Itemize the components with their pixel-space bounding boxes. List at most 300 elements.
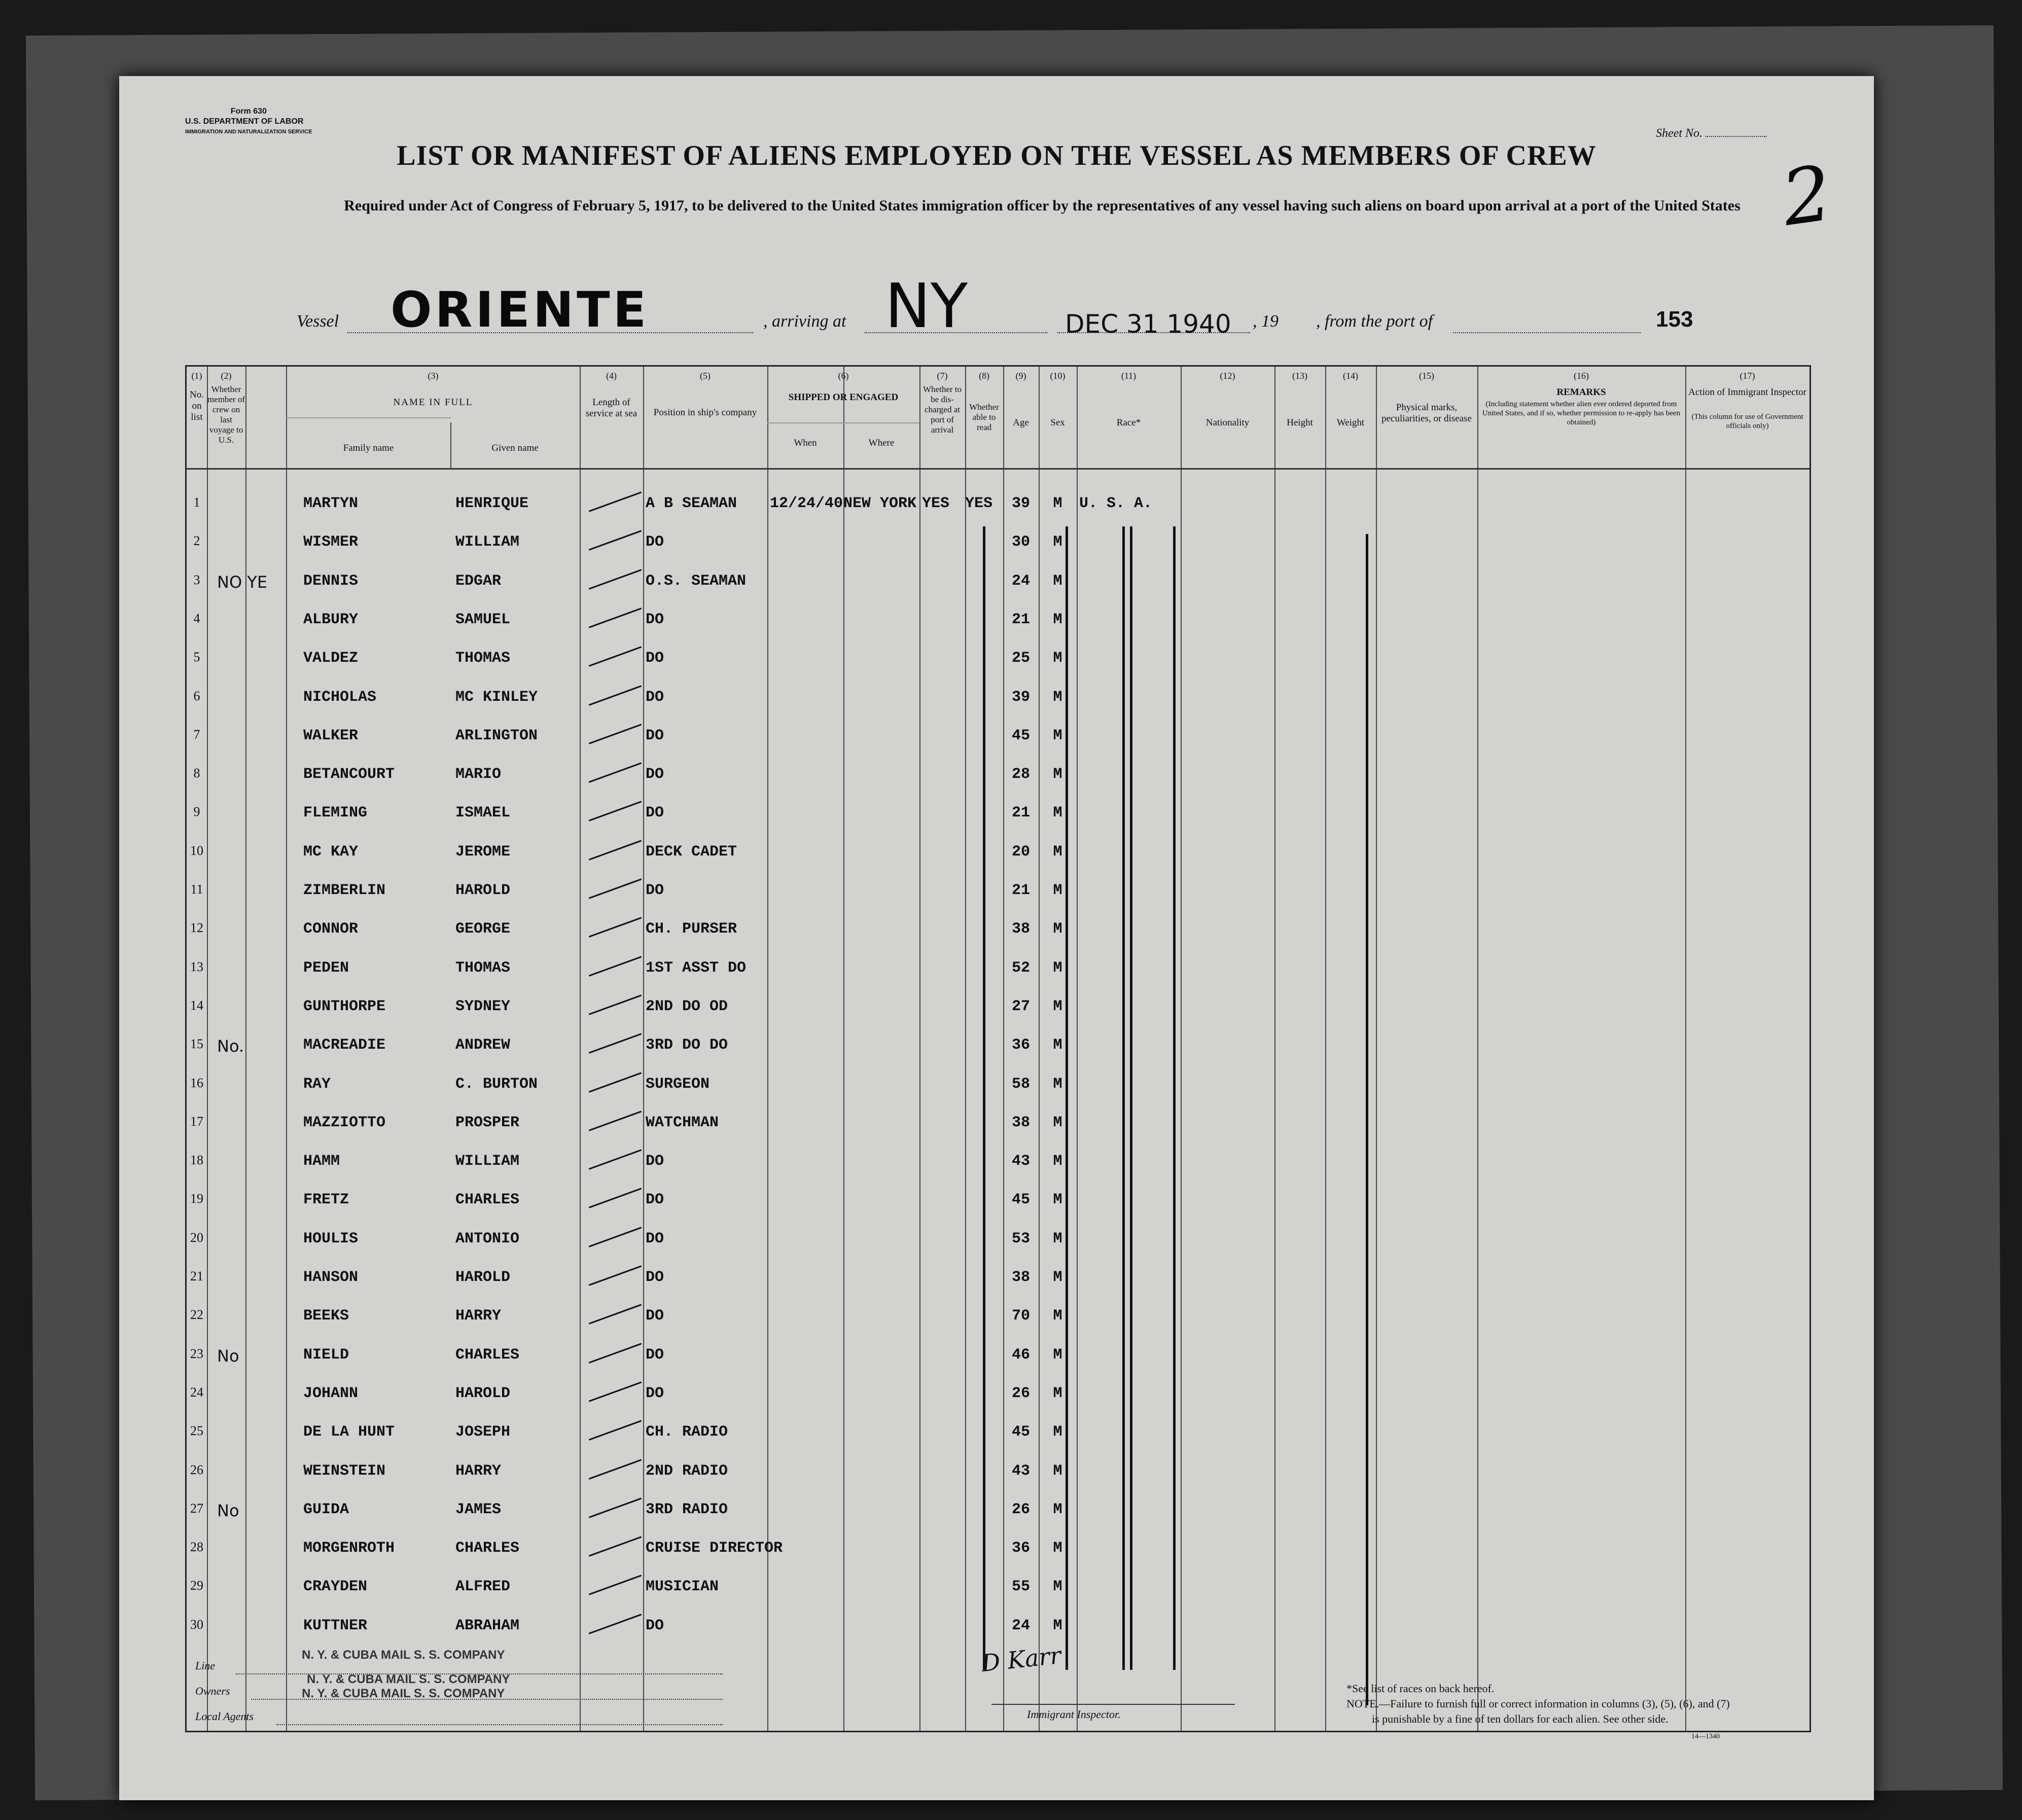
cell-position: CRUISE DIRECTOR: [646, 1540, 783, 1557]
cell-no: 18: [190, 1153, 203, 1168]
inspector-label: Immigrant Inspector.: [1027, 1708, 1121, 1721]
cell-family: JOHANN: [303, 1384, 359, 1402]
cell-no: 12: [190, 920, 203, 936]
cell-sex: M: [1053, 920, 1062, 938]
cell-given: THOMAS: [455, 959, 511, 977]
cell-no: 7: [193, 727, 200, 742]
cell-no: 3: [193, 572, 200, 587]
cell-given: MC KINLEY: [455, 688, 538, 706]
cell-sex: M: [1053, 766, 1062, 783]
cell-family: BETANCOURT: [303, 766, 395, 783]
cell-when: 12/24/40: [770, 495, 843, 512]
cell-sex: M: [1053, 495, 1062, 512]
check-mark: [589, 1033, 642, 1053]
check-mark: [589, 530, 642, 551]
col-header-shipped: SHIPPED OR ENGAGED: [788, 392, 899, 403]
cell-family: KUTTNER: [303, 1617, 368, 1634]
cell-sex: M: [1053, 727, 1062, 744]
cell-given: WILLIAM: [455, 1153, 520, 1170]
cell-age: 21: [1011, 804, 1030, 822]
cell-sex: M: [1053, 1037, 1062, 1054]
cell-position: DO: [646, 1617, 664, 1634]
cell-no: 24: [190, 1384, 203, 1400]
cell-position: 3RD DO DO: [646, 1037, 728, 1054]
cell-age: 58: [1011, 1075, 1030, 1093]
ditto-line: [1130, 526, 1132, 1670]
cell-family: MARTYN: [303, 495, 359, 512]
cell-position: CH. PURSER: [646, 920, 737, 938]
table-row: [187, 1492, 1810, 1530]
cell-age: 46: [1011, 1346, 1030, 1364]
cell-age: 21: [1011, 882, 1030, 899]
col-number: (14): [1343, 371, 1358, 381]
cell-no: 28: [190, 1540, 203, 1555]
col-number: (2): [221, 371, 232, 381]
penalty-note-2: is punishable by a fine of ten dollars for each alien. See other side.: [1372, 1712, 1669, 1725]
table-row: [187, 602, 1810, 640]
table-row: [187, 873, 1810, 911]
col-header-when: When: [794, 438, 817, 448]
check-mark: [589, 1459, 642, 1479]
cell-given: ANTONIO: [455, 1230, 520, 1247]
cell-position: DO: [646, 1346, 664, 1364]
cell-family: ALBURY: [303, 611, 359, 628]
cell-sex: M: [1053, 533, 1062, 551]
check-mark: [589, 1343, 642, 1363]
cell-position: DO: [646, 1191, 664, 1209]
service: IMMIGRATION AND NATURALIZATION SERVICE: [185, 129, 312, 135]
cell-position: DO: [646, 688, 664, 706]
cell-age: 24: [1011, 1617, 1030, 1634]
col-header-age: Age: [1013, 417, 1029, 428]
check-mark: [589, 840, 642, 860]
cell-no: 19: [190, 1191, 203, 1206]
cell-family: GUNTHORPE: [303, 997, 386, 1015]
table-row: [187, 1414, 1810, 1453]
check-mark: [589, 1420, 642, 1440]
cell-age: 45: [1011, 1191, 1030, 1209]
col-header-action-note: (This column for use of Government officials only): [1691, 413, 1803, 430]
table-row: [187, 524, 1810, 563]
cell-given: C. BURTON: [455, 1075, 538, 1093]
check-mark: [589, 1575, 642, 1595]
owners-stamp-2: N. Y. & CUBA MAIL S. S. COMPANY: [302, 1687, 505, 1700]
cell-family: NICHOLAS: [303, 688, 377, 706]
cell-given: SAMUEL: [455, 611, 511, 628]
cell-sex: M: [1053, 688, 1062, 706]
cell-position: A B SEAMAN: [646, 495, 737, 512]
table-row: [187, 1221, 1810, 1260]
ditto-line: [983, 526, 985, 1670]
cell-given: HARRY: [455, 1462, 502, 1480]
cell-sex: M: [1053, 1153, 1062, 1170]
col-header-sex: Sex: [1050, 417, 1065, 428]
check-mark: [589, 956, 642, 976]
check-mark: [589, 685, 642, 705]
cell-family: DE LA HUNT: [303, 1423, 395, 1441]
cell-age: 70: [1011, 1307, 1030, 1325]
cell-age: 38: [1011, 1114, 1030, 1131]
cell-age: 36: [1011, 1540, 1030, 1557]
cell-no: 1: [193, 495, 200, 510]
cell-sex: M: [1053, 1346, 1062, 1364]
inspector-signature: D Karr: [980, 1641, 1062, 1678]
sheet-number-field[interactable]: [1706, 136, 1766, 137]
col-header-physical: Physical marks, peculiarities, or disease: [1381, 402, 1472, 424]
cell-sex: M: [1053, 1540, 1062, 1557]
cell-family: RAY: [303, 1075, 331, 1093]
owners-label: Owners: [195, 1685, 230, 1697]
line-stamp: N. Y. & CUBA MAIL S. S. COMPANY: [302, 1648, 505, 1662]
cell-sex: M: [1053, 1501, 1062, 1518]
check-mark: [589, 1304, 642, 1325]
cell-no: 25: [190, 1423, 203, 1439]
check-mark: [589, 491, 642, 512]
cell-sex: M: [1053, 843, 1062, 861]
table-row: [187, 1105, 1810, 1144]
check-mark: [589, 1536, 642, 1556]
table-row: [187, 1569, 1810, 1608]
cell-position: DO: [646, 533, 664, 551]
cell-position: DO: [646, 727, 664, 744]
check-mark: [589, 917, 642, 938]
cell-position: DO: [646, 1153, 664, 1170]
cell-sex: M: [1053, 1384, 1062, 1402]
col-header-family: Family name: [343, 443, 394, 453]
cell-given: GEORGE: [455, 920, 511, 938]
col-header-no: No. on list: [190, 389, 204, 422]
cell-sex: M: [1053, 959, 1062, 977]
cell-family: WISMER: [303, 533, 359, 551]
cell-given: HARRY: [455, 1307, 502, 1325]
page-number: 153: [1656, 307, 1693, 332]
cell-family: HOULIS: [303, 1230, 359, 1247]
cell-position: DO: [646, 766, 664, 783]
cell-given: ARLINGTON: [455, 727, 538, 744]
cell-given: CHARLES: [455, 1346, 520, 1364]
check-mark: [589, 724, 642, 744]
cell-family: CONNOR: [303, 920, 359, 938]
cell-discharged: YES: [922, 495, 950, 512]
cell-no: 11: [190, 882, 203, 897]
table-row: [187, 1260, 1810, 1298]
col-header-nationality: Nationality: [1205, 417, 1250, 428]
cell-family: HANSON: [303, 1269, 359, 1286]
table-row: [187, 757, 1810, 795]
table-row: [187, 795, 1810, 834]
cell-given: PROSPER: [455, 1114, 520, 1131]
check-mark: [589, 801, 642, 822]
cell-sex: M: [1053, 1230, 1062, 1247]
table-row: [187, 1298, 1810, 1337]
race-note: *See list of races on back hereof.: [1346, 1682, 1495, 1695]
cell-last-voyage: NO YE: [217, 572, 268, 592]
cell-sex: M: [1053, 611, 1062, 628]
cell-sex: M: [1053, 1191, 1062, 1209]
col-number: (17): [1740, 371, 1755, 381]
check-mark: [589, 608, 642, 628]
cell-age: 24: [1011, 572, 1030, 590]
cell-family: PEDEN: [303, 959, 349, 977]
check-mark: [589, 646, 642, 666]
table-row: [187, 563, 1810, 602]
col-header-action: Action of Immigrant Inspector: [1688, 387, 1806, 398]
cell-position: DO: [646, 804, 664, 822]
cell-last-voyage: No.: [217, 1037, 244, 1056]
table-row: [187, 1337, 1810, 1376]
cell-position: 3RD RADIO: [646, 1501, 728, 1518]
cell-position: DO: [646, 882, 664, 899]
header-divider: [187, 468, 1810, 470]
col-header-where: Where: [868, 438, 895, 448]
cell-given: ISMAEL: [455, 804, 511, 822]
col-number: (8): [979, 371, 989, 381]
cell-sex: M: [1053, 804, 1062, 822]
form-header: [185, 106, 312, 137]
cell-age: 28: [1011, 766, 1030, 783]
cell-given: ABRAHAM: [455, 1617, 520, 1634]
table-row: [187, 989, 1810, 1027]
print-code: 14—1340: [1691, 1733, 1720, 1740]
handwritten-mark: 2: [1777, 149, 1837, 243]
cell-given: WILLIAM: [455, 533, 520, 551]
vessel-name[interactable]: ORIENTE: [391, 281, 650, 338]
col-number: (1): [191, 371, 202, 381]
cell-sex: M: [1053, 1075, 1062, 1093]
cell-sex: M: [1053, 1269, 1062, 1286]
col-header-given: Given name: [491, 443, 539, 453]
cell-sex: M: [1053, 1462, 1062, 1480]
owners-stamp: N. Y. & CUBA MAIL S. S. COMPANY: [307, 1672, 510, 1686]
check-mark: [589, 1381, 642, 1402]
shipped-divider: [767, 422, 919, 423]
col-number: (9): [1015, 371, 1026, 381]
table-row: [187, 1608, 1810, 1647]
cell-age: 26: [1011, 1384, 1030, 1402]
cell-age: 38: [1011, 1269, 1030, 1286]
from-port-label: , from the port of: [1316, 312, 1433, 331]
agents-label: Local Agents: [195, 1710, 254, 1723]
check-mark: [589, 1614, 642, 1634]
sheet-label: Sheet No.: [1656, 127, 1702, 140]
col-header-read: Whether able to read: [969, 402, 999, 432]
line-label: Line: [195, 1659, 216, 1672]
check-mark: [589, 1265, 642, 1286]
table-row: [187, 1530, 1810, 1569]
cell-no: 9: [193, 804, 200, 819]
cell-position: DO: [646, 1230, 664, 1247]
cell-position: DO: [646, 1307, 664, 1325]
col-number: (7): [937, 371, 948, 381]
cell-given: SYDNEY: [455, 997, 511, 1015]
cell-age: 26: [1011, 1501, 1030, 1518]
arrival-date[interactable]: DEC 31 1940: [1065, 309, 1231, 339]
col-header-last-voyage: Whether member of crew on last voyage to U.S.: [207, 384, 245, 445]
table-row: [187, 834, 1810, 873]
cell-family: NIELD: [303, 1346, 349, 1364]
cell-no: 30: [190, 1617, 203, 1632]
table-row: [187, 1182, 1810, 1221]
cell-position: CH. RADIO: [646, 1423, 728, 1441]
table-row: [187, 1027, 1810, 1066]
cell-family: DENNIS: [303, 572, 359, 590]
cell-family: WEINSTEIN: [303, 1462, 386, 1480]
year-label: , 19: [1253, 312, 1279, 331]
check-mark: [589, 994, 642, 1015]
cell-given: HAROLD: [455, 1269, 511, 1286]
col-header-height: Height: [1287, 417, 1313, 428]
cell-race: U. S. A.: [1079, 495, 1153, 512]
cell-position: DO: [646, 1384, 664, 1402]
cell-family: MAZZIOTTO: [303, 1114, 386, 1131]
table-row: [187, 1376, 1810, 1414]
check-mark: [589, 878, 642, 899]
table-row: [187, 950, 1810, 989]
cell-last-voyage: No: [217, 1501, 239, 1520]
cell-age: 55: [1011, 1578, 1030, 1596]
cell-position: DO: [646, 1269, 664, 1286]
cell-no: 22: [190, 1307, 203, 1323]
cell-age: 36: [1011, 1037, 1030, 1054]
cell-age: 39: [1011, 495, 1030, 512]
form-number: Form 630: [230, 107, 267, 116]
cell-sex: M: [1053, 650, 1062, 667]
cell-read: YES: [965, 495, 993, 512]
cell-no: 6: [193, 688, 200, 703]
cell-position: WATCHMAN: [646, 1114, 719, 1131]
cell-no: 27: [190, 1501, 203, 1516]
cell-age: 30: [1011, 533, 1030, 551]
cell-age: 27: [1011, 997, 1030, 1015]
col-number: (16): [1574, 371, 1589, 381]
cell-family: FRETZ: [303, 1191, 349, 1209]
cell-position: O.S. SEAMAN: [646, 572, 747, 590]
manifest-sheet: [119, 76, 1874, 1800]
penalty-note: NOTE.—Failure to furnish full or correct information in columns (3), (5), (6), and (7): [1346, 1697, 1730, 1710]
cell-family: MORGENROTH: [303, 1540, 395, 1557]
cell-no: 10: [190, 843, 203, 858]
cell-given: ANDREW: [455, 1037, 511, 1054]
col-number: (11): [1121, 371, 1137, 381]
cell-given: HAROLD: [455, 882, 511, 899]
check-mark: [589, 1072, 642, 1092]
cell-age: 53: [1011, 1230, 1030, 1247]
cell-given: EDGAR: [455, 572, 502, 590]
cell-given: JAMES: [455, 1501, 502, 1518]
col-number: (5): [700, 371, 711, 381]
cell-given: HAROLD: [455, 1384, 511, 1402]
col-header-name: NAME IN FULL: [393, 397, 473, 408]
cell-sex: M: [1053, 882, 1062, 899]
col-header-remarks-note: (Including statement whether alien ever ordered deported from United States, and if so, whether permission to re-apply has been obtained): [1482, 400, 1680, 426]
col-number: (3): [428, 371, 439, 381]
arriving-port[interactable]: NY: [885, 271, 968, 342]
cell-age: 43: [1011, 1462, 1030, 1480]
cell-given: HENRIQUE: [455, 495, 529, 512]
from-port-field-line: [1453, 332, 1641, 333]
cell-no: 26: [190, 1462, 203, 1477]
cell-family: VALDEZ: [303, 650, 359, 667]
cell-no: 4: [193, 611, 200, 626]
cell-family: HAMM: [303, 1153, 340, 1170]
cell-given: CHARLES: [455, 1191, 520, 1209]
col-number: (6): [838, 371, 849, 381]
table-row: [187, 486, 1810, 524]
cell-no: 8: [193, 766, 200, 781]
cell-family: FLEMING: [303, 804, 368, 822]
arriving-label: , arriving at: [763, 312, 846, 331]
col-header-position: Position in ship's company: [653, 407, 757, 418]
cell-family: MACREADIE: [303, 1037, 386, 1054]
signature-line: [991, 1704, 1235, 1705]
cell-position: DO: [646, 611, 664, 628]
table-row: [187, 680, 1810, 718]
cell-no: 21: [190, 1269, 203, 1283]
cell-age: 45: [1011, 727, 1030, 744]
cell-sex: M: [1053, 1114, 1062, 1131]
cell-age: 38: [1011, 920, 1030, 938]
cell-sex: M: [1053, 1307, 1062, 1325]
page-subtitle: Required under Act of Congress of February 5, 1917, to be delivered to the United States immigration officer by the representatives of any vessel having such aliens on board upon arrival at a port of the United States: [344, 197, 1741, 214]
col-header-discharged: Whether to be dis-charged at port of arrival: [923, 384, 962, 435]
cell-position: DECK CADET: [646, 843, 737, 861]
name-divider: [286, 417, 451, 418]
col-number: (12): [1220, 371, 1235, 381]
cell-no: 16: [190, 1075, 203, 1090]
ditto-line: [1122, 526, 1125, 1670]
ditto-line: [1173, 526, 1176, 1670]
sheet-number: [1656, 127, 1766, 140]
department: U.S. DEPARTMENT OF LABOR: [185, 117, 304, 126]
cell-no: 14: [190, 997, 203, 1013]
cell-age: 39: [1011, 688, 1030, 706]
table-row: [187, 1453, 1810, 1492]
cell-position: 1ST ASST DO: [646, 959, 747, 977]
cell-position: DO: [646, 650, 664, 667]
cell-family: WALKER: [303, 727, 359, 744]
check-mark: [589, 1149, 642, 1169]
cell-age: 52: [1011, 959, 1030, 977]
cell-no: 2: [193, 533, 200, 549]
page-title: LIST OR MANIFEST OF ALIENS EMPLOYED ON THE VESSEL AS MEMBERS OF CREW: [397, 140, 1597, 171]
cell-position: 2ND RADIO: [646, 1462, 728, 1480]
cell-sex: M: [1053, 1578, 1062, 1596]
cell-sex: M: [1053, 1617, 1062, 1634]
cell-no: 29: [190, 1578, 203, 1593]
cell-given: JEROME: [455, 843, 511, 861]
cell-where: NEW YORK: [843, 495, 917, 512]
col-header-weight: Weight: [1336, 417, 1365, 428]
col-header-remarks: REMARKS: [1556, 387, 1606, 398]
cell-no: 23: [190, 1346, 203, 1361]
cell-sex: M: [1053, 997, 1062, 1015]
cell-given: ALFRED: [455, 1578, 511, 1596]
cell-position: 2ND DO OD: [646, 997, 728, 1015]
cell-sex: M: [1053, 572, 1062, 590]
cell-family: CRAYDEN: [303, 1578, 368, 1596]
cell-age: 21: [1011, 611, 1030, 628]
cell-no: 17: [190, 1114, 203, 1129]
ditto-line: [1366, 534, 1368, 1705]
col-number: (4): [606, 371, 617, 381]
crew-table: [185, 365, 1811, 1732]
col-header-service: Length of service at sea: [585, 397, 637, 419]
check-mark: [589, 762, 642, 782]
table-row: [187, 640, 1810, 679]
ditto-line: [1066, 526, 1068, 1670]
agents-field: [276, 1724, 723, 1725]
check-mark: [589, 1111, 642, 1131]
